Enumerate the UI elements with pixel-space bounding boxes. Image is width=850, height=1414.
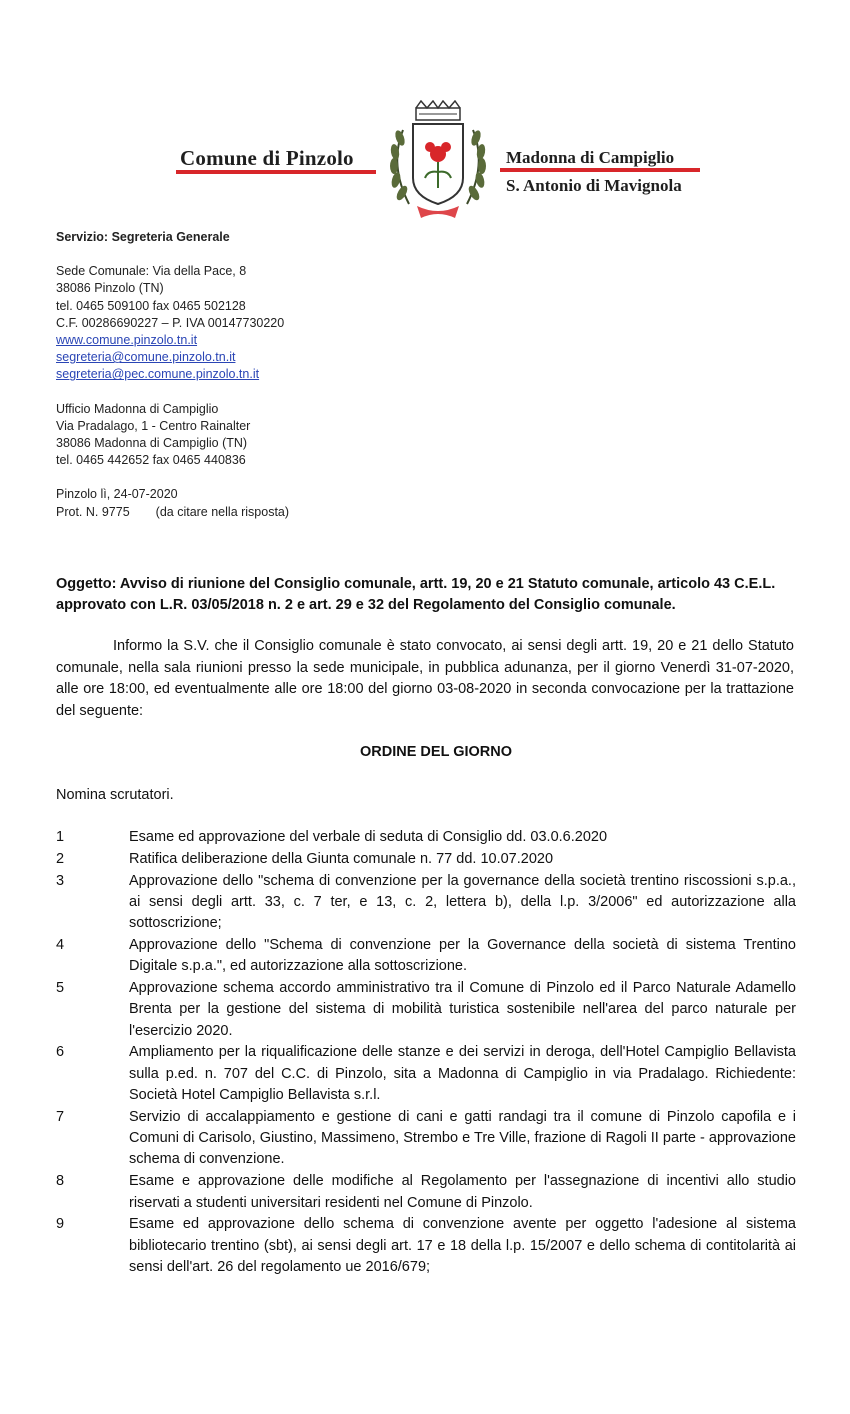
office-info (56, 229, 289, 521)
agenda-item-text: Ratifica deliberazione della Giunta comunale n. 77 dd. 10.07.2020 (129, 850, 554, 867)
agenda-item-number: 9 (56, 1216, 65, 1233)
agenda-item-number: 8 (56, 1173, 65, 1190)
agenda-item-number: 7 (56, 1108, 65, 1125)
municipality-name: Comune di Pinzolo (180, 146, 354, 170)
branch-line: Ufficio Madonna di Campiglio (56, 401, 219, 416)
agenda-item (56, 1214, 796, 1278)
agenda-item-text: Esame e approvazione delle modifiche al Regolamento per l'assegnazione di incentivi allo studio riservati a studenti universitari residenti nel Comune di Pinzolo. (129, 1173, 796, 1211)
agenda-item-text: Servizio di accalappiamento e gestione di cani e gatti randagi tra il comune di Pinzolo capofila e i Comuni di Carisolo, Giustino, Massimeno, Strembo e Tre Ville, frazione di Ragoli II parte - approvazione schema di convenzione. (129, 1108, 796, 1168)
hq-line: tel. 0465 509100 fax 0465 502128 (56, 298, 246, 313)
agenda-preface: Nomina scrutatori. (56, 787, 174, 803)
agenda-item (56, 849, 796, 870)
municipal-crest-icon (383, 100, 493, 225)
agenda-item-number: 4 (56, 936, 65, 953)
agenda-item (56, 978, 796, 1042)
agenda-title: ORDINE DEL GIORNO (360, 744, 512, 760)
agenda-item-text: Approvazione schema accordo amministrativo tra il Comune di Pinzolo ed il Parco Naturale Adamello Brenta per la gestione del sistema di mobilità turistica sostenibile nell'area del parco naturale per l'esercizio 2020. (129, 980, 796, 1039)
agenda-item-number: 5 (56, 980, 65, 997)
agenda-item (56, 827, 796, 848)
agenda-item-text: Esame ed approvazione del verbale di seduta di Consiglio dd. 03.0.6.2020 (129, 829, 608, 845)
intro-paragraph (56, 636, 794, 722)
agenda-item-text: Approvazione dello "Schema di convenzione per la Governance della società di sistema Trentino Digitale s.p.a.", ed autorizzazione alla sottoscrizione. (129, 936, 796, 975)
hq-line: C.F. 00286690227 – P. IVA 00147730220 (56, 315, 285, 330)
hq-line: 38086 Pinzolo (TN) (56, 281, 164, 296)
branch-line: Via Pradalago, 1 - Centro Rainalter (56, 418, 251, 433)
agenda-item-text: Ampliamento per la riqualificazione delle stanze e dei servizi in deroga, dell'Hotel Campiglio Bellavista sulla p.ed. n. 707 del C.C. di Pinzolo, sita a Madonna di Campiglio in via Pradalago. Richiedente: Società Hotel Campiglio Bellavista s.r.l. (129, 1044, 796, 1104)
intro-text: Informo la S.V. che il Consiglio comunale è stato convocato, ai sensi degli artt. 19, 20 e 21 dello Statuto comunale, nella sala riunioni presso la sede municipale, in pubblica adunanza, per il giorno Venerdì 31-07-2020, alle ore 18:00, ed eventualmente alle ore 18:00 del giorno 03-08-2020 in seconda convocazione per la trattazione del seguente: (56, 638, 794, 719)
branch-line: 38086 Madonna di Campiglio (TN) (56, 436, 248, 451)
branch-line: tel. 0465 442652 fax 0465 440836 (56, 453, 246, 468)
red-rule-right (500, 168, 700, 172)
protocol-line (56, 504, 289, 521)
hq-line: Sede Comunale: Via della Pace, 8 (56, 264, 247, 279)
subject-line: Oggetto: Avviso di riunione del Consiglio comunale, artt. 19, 20 e 21 Statuto comunale, articolo 43 C.E.L. approvato con L.R. 03/05/2018 n. 2 e art. 29 e 32 del Regolamento del Consiglio comunale. (56, 576, 776, 613)
agenda-item-text: Esame ed approvazione dello schema di convenzione avente per oggetto l'adesione al sistema bibliotecario trentino (sbt), ai sensi degli art. 17 e 18 della l.p. 15/2007 e dello schema di contitolarità ai sensi dell'art. 26 del regolamento ue 2016/679; (129, 1216, 796, 1275)
red-rule-left (176, 170, 376, 174)
agenda-item-number: 1 (56, 829, 65, 845)
agenda-item (56, 1107, 796, 1171)
website-link[interactable]: www.comune.pinzolo.tn.it (56, 333, 198, 348)
protocol-number: Prot. N. 9775 (56, 504, 130, 519)
agenda-list (56, 827, 796, 1279)
locality-name-2: S. Antonio di Mavignola (506, 176, 682, 195)
agenda-item (56, 871, 796, 935)
agenda-item (56, 935, 796, 978)
letterhead (0, 100, 850, 230)
locality-name-1: Madonna di Campiglio (506, 148, 675, 167)
email-link[interactable]: segreteria@comune.pinzolo.tn.it (56, 350, 236, 365)
pec-link[interactable]: segreteria@pec.comune.pinzolo.tn.it (56, 367, 260, 382)
agenda-item-number: 3 (56, 872, 65, 889)
agenda-item-text: Approvazione dello "schema di convenzione per la governance della società trentino riscossioni s.p.a., ai sensi degli artt. 33, c. 7 ter, e 13, c. 2, lettera b), della l.p. 3/2006" ed autorizzazione alla sottoscrizione; (129, 872, 796, 932)
protocol-note: (da citare nella risposta) (155, 504, 290, 519)
agenda-item-number: 2 (56, 850, 65, 867)
service-name: Servizio: Segreteria Generale (56, 230, 230, 244)
agenda-item (56, 1042, 796, 1106)
agenda-item-number: 6 (56, 1044, 65, 1061)
date-line: Pinzolo lì, 24-07-2020 (56, 487, 178, 502)
agenda-item (56, 1171, 796, 1214)
